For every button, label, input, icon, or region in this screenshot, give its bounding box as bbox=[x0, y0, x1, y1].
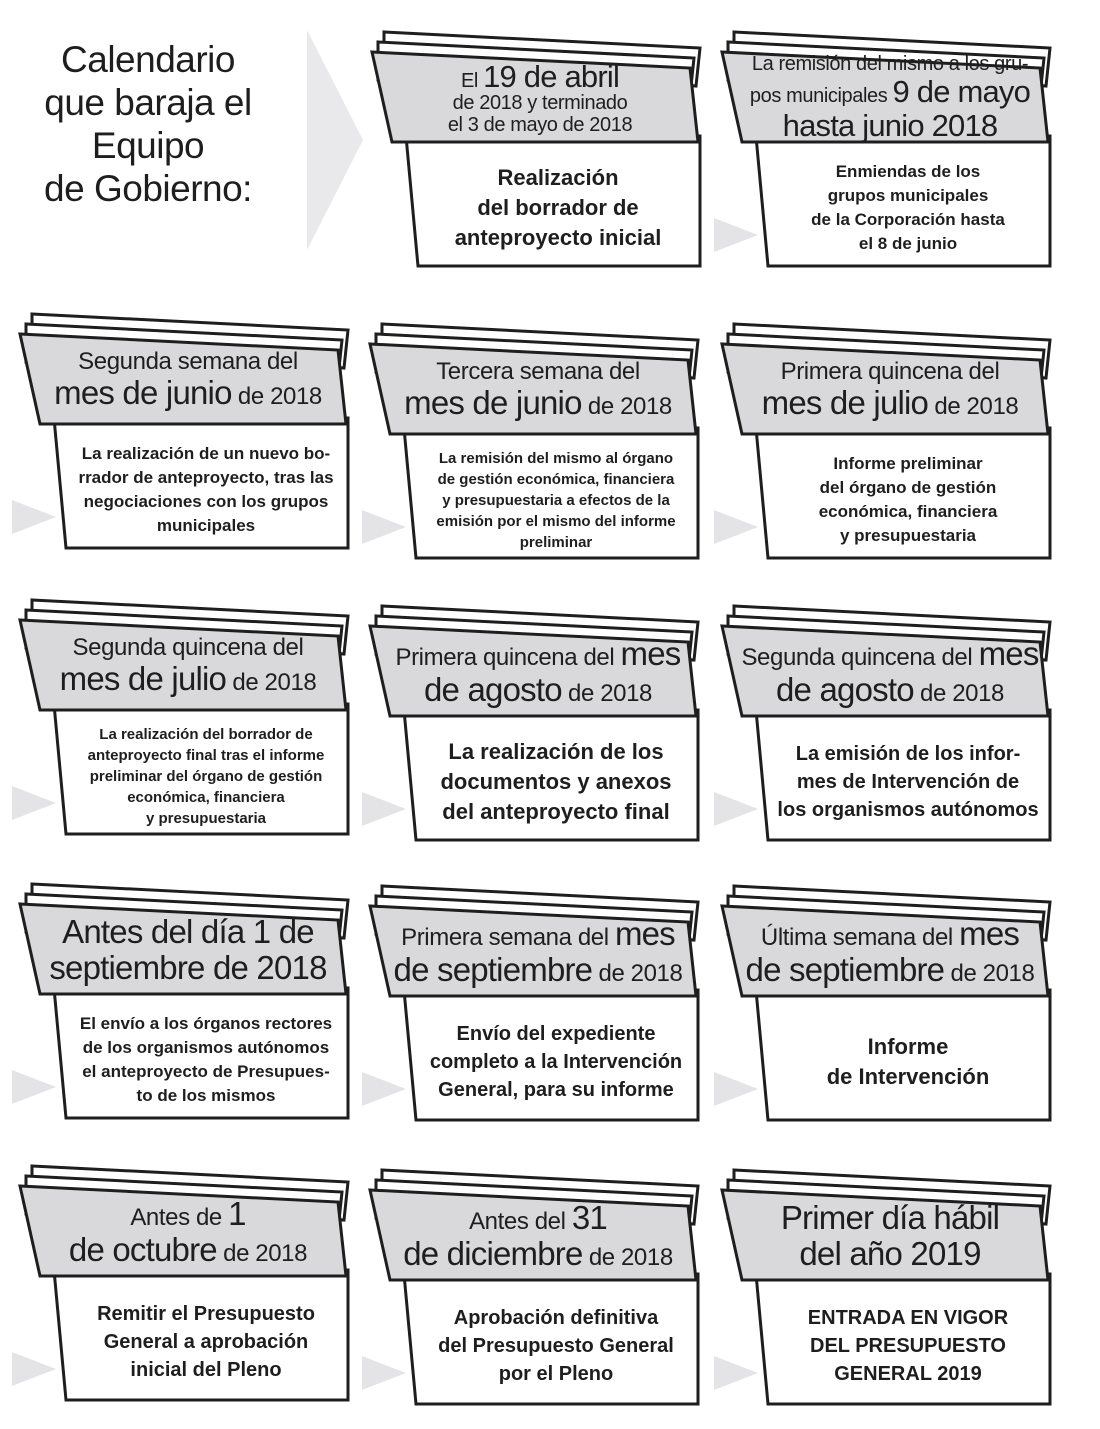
step-description-line: del borrador de bbox=[477, 195, 639, 220]
intro-title-line: Equipo bbox=[91, 125, 205, 166]
timeline-step bbox=[366, 318, 706, 578]
step-description-line: El envío a los órganos rectores bbox=[79, 1014, 333, 1033]
step-description-line: y presupuestaria bbox=[839, 526, 977, 545]
step-description-line: completo a la Intervención bbox=[429, 1051, 683, 1073]
step-description-line: de la Corporación hasta bbox=[811, 210, 1005, 229]
step-date-text: Antes del bbox=[469, 1208, 572, 1236]
step-date bbox=[38, 906, 338, 994]
arrow-icon bbox=[714, 510, 758, 544]
step-date-text: de 2018 bbox=[592, 960, 683, 987]
step-description-line: del órgano de gestión bbox=[819, 478, 997, 497]
step-date-line bbox=[78, 349, 298, 375]
step-date-line bbox=[130, 1196, 245, 1232]
step-description bbox=[421, 1006, 691, 1118]
step-description-line: económica, financiera bbox=[818, 502, 998, 521]
step-date-text: mes bbox=[614, 915, 675, 953]
step-date bbox=[388, 346, 688, 434]
step-date-text: de 2018 y terminado bbox=[452, 92, 628, 115]
step-description bbox=[773, 1006, 1043, 1118]
step-description-line: Remitir el Presupuesto bbox=[97, 1303, 315, 1325]
arrow-icon bbox=[362, 792, 406, 826]
step-date-text: de diciembre bbox=[403, 1235, 583, 1272]
step-date-text: de 2018 bbox=[581, 393, 672, 421]
arrow-icon bbox=[362, 510, 406, 544]
step-date-line bbox=[424, 672, 652, 708]
large-arrow-icon bbox=[305, 30, 365, 250]
step-date bbox=[390, 54, 690, 142]
step-description-line: La realización del borrador de bbox=[99, 725, 313, 743]
step-date-text: pos municipales bbox=[749, 85, 893, 108]
step-date-text: de septiembre bbox=[393, 951, 593, 988]
step-date-text: mes de junio bbox=[54, 374, 232, 412]
step-description bbox=[71, 434, 341, 546]
step-date bbox=[38, 336, 338, 424]
step-date-text: de agosto bbox=[776, 671, 914, 708]
step-date-line bbox=[62, 914, 314, 950]
arrow-icon bbox=[12, 500, 56, 534]
step-description-line: to de los mismos bbox=[136, 1086, 276, 1105]
step-description-line: inicial del Pleno bbox=[130, 1359, 282, 1381]
step-description-line: General a aprobación bbox=[103, 1331, 309, 1353]
step-description-line: de gestión económica, financiera bbox=[437, 470, 675, 488]
step-date bbox=[388, 908, 688, 996]
step-description-line: y presupuestaria a efectos de la bbox=[442, 491, 670, 509]
step-date bbox=[740, 628, 1040, 716]
step-date-text: de 2018 bbox=[561, 680, 652, 707]
step-description-line: ENTRADA EN VIGOR bbox=[807, 1307, 1009, 1329]
step-description-line: el 8 de junio bbox=[858, 234, 958, 253]
step-date-text: El bbox=[460, 69, 484, 92]
step-description-line: Enmiendas de los bbox=[835, 162, 981, 181]
timeline-step bbox=[718, 26, 1058, 286]
step-description-line: GENERAL 2019 bbox=[834, 1363, 982, 1385]
step-description-line: Realización bbox=[497, 165, 619, 190]
step-description-line: La realización de los bbox=[448, 739, 664, 764]
step-date-text: de 2018 bbox=[928, 393, 1019, 421]
timeline-step bbox=[368, 26, 708, 286]
step-description-line: anteproyecto final tras el informe bbox=[87, 746, 325, 764]
step-description bbox=[773, 152, 1043, 264]
step-date-text: mes de julio bbox=[59, 660, 227, 698]
step-date-line bbox=[783, 109, 998, 142]
step-date-line bbox=[461, 60, 619, 93]
step-date-text: del año 2019 bbox=[799, 1235, 981, 1272]
step-description-line: el anteproyecto de Presupues- bbox=[82, 1062, 330, 1081]
step-description-line: Aprobación definitiva bbox=[453, 1307, 659, 1329]
timeline-step bbox=[366, 1164, 706, 1424]
step-date-text: de octubre bbox=[68, 1231, 217, 1268]
step-description-line: preliminar del órgano de gestión bbox=[89, 767, 323, 785]
arrow-icon bbox=[714, 1356, 758, 1390]
step-description-line: preliminar bbox=[519, 533, 593, 551]
step-description-line: de los organismos autónomos bbox=[82, 1038, 330, 1057]
step-date-text: de agosto bbox=[424, 671, 562, 708]
step-date-text: Antes del día 1 de bbox=[62, 913, 314, 951]
step-date bbox=[740, 346, 1040, 434]
timeline-step bbox=[16, 594, 356, 854]
step-date bbox=[38, 1188, 338, 1276]
timeline-step bbox=[718, 880, 1058, 1140]
step-date-text: 31 bbox=[571, 1199, 607, 1237]
step-date-text: Segunda semana del bbox=[78, 348, 298, 376]
step-date-text: Segunda quincena del bbox=[741, 644, 979, 672]
step-date-text: 1 bbox=[228, 1195, 246, 1233]
step-description-line: rrador de anteproyecto, tras las bbox=[78, 468, 334, 487]
intro-title-line: que baraja el bbox=[44, 82, 252, 123]
step-date-line bbox=[762, 385, 1019, 421]
step-date-text: mes bbox=[620, 635, 681, 673]
step-date-text: de 2018 bbox=[216, 1240, 308, 1267]
step-date-line bbox=[436, 359, 640, 385]
step-date bbox=[740, 908, 1040, 996]
step-description-line: La emisión de los infor- bbox=[795, 743, 1021, 765]
step-date-text: Antes de bbox=[130, 1204, 229, 1232]
step-description-line: los organismos autónomos bbox=[777, 799, 1039, 821]
step-date-line bbox=[394, 952, 683, 988]
step-description-line: grupos municipales bbox=[827, 186, 989, 205]
step-date-text: de 2018 bbox=[913, 680, 1004, 707]
step-description-line: por el Pleno bbox=[498, 1363, 614, 1385]
timeline-step bbox=[718, 318, 1058, 578]
timeline-step bbox=[16, 878, 356, 1138]
step-date bbox=[740, 54, 1040, 142]
step-date-line bbox=[799, 1236, 980, 1272]
step-description bbox=[421, 1290, 691, 1402]
arrow-icon bbox=[714, 792, 758, 826]
timeline-step bbox=[16, 308, 356, 568]
step-date-text: 19 de abril bbox=[483, 58, 620, 94]
timeline-step bbox=[366, 600, 706, 860]
step-date-line bbox=[776, 672, 1004, 708]
step-date-line bbox=[752, 54, 1028, 76]
timeline-step bbox=[718, 600, 1058, 860]
step-date-line bbox=[401, 916, 675, 952]
intro-title-line: de Gobierno: bbox=[44, 168, 252, 209]
step-date-text: La remisión del mismo a los gru- bbox=[751, 52, 1029, 75]
step-description-line: municipales bbox=[156, 516, 256, 535]
step-description-line: del Presupuesto General bbox=[438, 1335, 674, 1357]
step-description-line: La realización de un nuevo bo- bbox=[81, 444, 331, 463]
step-description bbox=[773, 726, 1043, 838]
step-date-text: Tercera semana del bbox=[436, 358, 640, 386]
step-date-text: mes bbox=[978, 635, 1039, 673]
step-date-text: de septiembre bbox=[745, 951, 945, 988]
step-description bbox=[773, 1290, 1043, 1402]
step-date-line bbox=[395, 636, 680, 672]
step-date-text: Última semana del bbox=[760, 924, 960, 952]
timeline-step bbox=[16, 1160, 356, 1420]
step-date-line bbox=[73, 635, 304, 661]
arrow-icon bbox=[362, 1356, 406, 1390]
step-description bbox=[421, 444, 691, 556]
step-date-text: mes de junio bbox=[404, 384, 582, 422]
step-description bbox=[421, 726, 691, 838]
step-description-line: Informe preliminar bbox=[833, 454, 983, 473]
arrow-icon bbox=[12, 1352, 56, 1386]
step-description bbox=[71, 1286, 341, 1398]
step-description-line: emisión por el mismo del informe bbox=[436, 512, 676, 530]
step-description-line: negociaciones con los grupos bbox=[83, 492, 329, 511]
step-date-text: de 2018 bbox=[582, 1244, 673, 1271]
step-description-line: La remisión del mismo al órgano bbox=[438, 449, 674, 467]
step-date-line bbox=[54, 375, 322, 411]
intro-title bbox=[28, 38, 268, 210]
step-date-text: de 2018 bbox=[944, 960, 1035, 987]
arrow-icon bbox=[12, 1070, 56, 1104]
step-date-text: hasta junio 2018 bbox=[782, 107, 998, 143]
step-date-text: Primera semana del bbox=[401, 924, 615, 952]
step-date-text: Primera quincena del bbox=[395, 644, 621, 672]
step-date-text: Segunda quincena del bbox=[72, 634, 304, 662]
step-date-text: Primer día hábil bbox=[780, 1199, 1000, 1237]
step-date-text: mes de julio bbox=[761, 384, 929, 422]
step-description bbox=[71, 1004, 341, 1116]
step-date-line bbox=[448, 115, 632, 137]
step-date-line bbox=[781, 1200, 999, 1236]
step-date-line bbox=[60, 661, 317, 697]
step-date-line bbox=[746, 952, 1035, 988]
step-description-line: y presupuestaria bbox=[145, 809, 267, 827]
arrow-icon bbox=[362, 1072, 406, 1106]
step-date bbox=[388, 1192, 688, 1280]
timeline-step bbox=[718, 1164, 1058, 1424]
step-date-line bbox=[741, 636, 1038, 672]
step-date-line bbox=[69, 1232, 307, 1268]
step-date-text: el 3 de mayo de 2018 bbox=[447, 113, 633, 136]
step-date-text: de 2018 bbox=[226, 669, 317, 697]
step-date-text: Primera quincena del bbox=[780, 358, 1000, 386]
step-date-text: de 2018 bbox=[231, 383, 322, 411]
step-description-line: del anteproyecto final bbox=[442, 799, 670, 824]
arrow-icon bbox=[12, 786, 56, 820]
step-date-line bbox=[453, 93, 628, 115]
step-date bbox=[740, 1192, 1040, 1280]
step-description-line: económica, financiera bbox=[127, 788, 285, 806]
step-description-line: General, para su informe bbox=[438, 1079, 674, 1101]
step-description-line: DEL PRESUPUESTO bbox=[810, 1335, 1006, 1357]
intro-title-line: Calendario bbox=[61, 39, 235, 80]
step-date-line bbox=[781, 359, 1000, 385]
step-date bbox=[388, 628, 688, 716]
step-date-line bbox=[404, 385, 672, 421]
step-description-line: documentos y anexos bbox=[440, 769, 672, 794]
step-description-line: mes de Intervención de bbox=[796, 771, 1020, 793]
step-description-line: de Intervención bbox=[826, 1064, 990, 1089]
step-date-line bbox=[761, 916, 1019, 952]
step-date-text: mes bbox=[959, 915, 1020, 953]
step-description bbox=[423, 152, 693, 264]
step-date-line bbox=[750, 75, 1030, 108]
step-description bbox=[773, 444, 1043, 556]
step-date-text: 9 de mayo bbox=[892, 74, 1031, 110]
step-date bbox=[38, 622, 338, 710]
step-description bbox=[71, 720, 341, 832]
step-date-line bbox=[403, 1236, 673, 1272]
arrow-icon bbox=[714, 1072, 758, 1106]
step-description-line: anteproyecto inicial bbox=[454, 225, 662, 250]
timeline-step bbox=[366, 880, 706, 1140]
step-date-text: septiembre de 2018 bbox=[49, 949, 327, 986]
arrow-icon bbox=[714, 218, 758, 252]
step-description-line: Envío del expediente bbox=[456, 1023, 656, 1045]
step-date-line bbox=[49, 950, 326, 986]
step-date-line bbox=[469, 1200, 607, 1236]
step-description-line: Informe bbox=[867, 1034, 949, 1059]
